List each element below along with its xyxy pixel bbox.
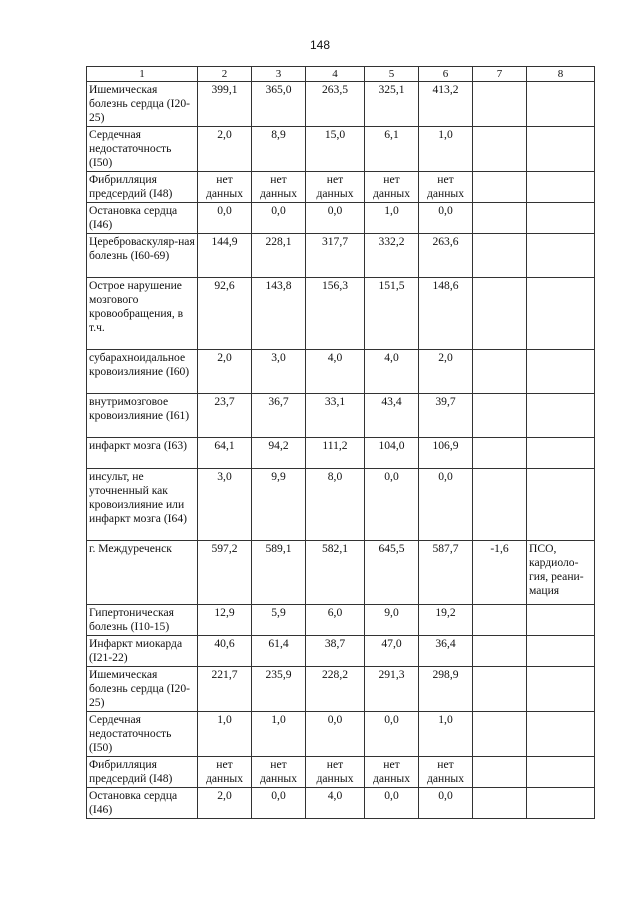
header-col-4: 4 [306, 67, 365, 82]
header-col-1: 1 [87, 67, 198, 82]
cell-col-5: 6,1 [365, 127, 419, 172]
cell-col-4: 228,2 [306, 667, 365, 712]
header-col-3: 3 [252, 67, 306, 82]
cell-col-4: 0,0 [306, 712, 365, 757]
cell-col-6: 106,9 [419, 438, 473, 469]
cell-col-4: нет данных [306, 172, 365, 203]
cell-col-4: нет данных [306, 757, 365, 788]
cell-col-3: 8,9 [252, 127, 306, 172]
cell-col-3: 3,0 [252, 350, 306, 394]
cell-col-5: 104,0 [365, 438, 419, 469]
cell-col-5: 4,0 [365, 350, 419, 394]
cell-col-3: 0,0 [252, 788, 306, 819]
cell-col-3: нет данных [252, 172, 306, 203]
cell-col-4: 15,0 [306, 127, 365, 172]
table-row [87, 469, 595, 541]
cell-col-8 [527, 712, 595, 757]
cell-col-4: 4,0 [306, 788, 365, 819]
cell-col-6: 148,6 [419, 278, 473, 350]
cell-col-6: 0,0 [419, 203, 473, 234]
row-label: Фибрилляция предсердий (I48) [87, 172, 198, 203]
cell-col-3: 5,9 [252, 605, 306, 636]
cell-col-8 [527, 788, 595, 819]
header-col-2: 2 [198, 67, 252, 82]
table-row [87, 438, 595, 469]
cell-col-8 [527, 757, 595, 788]
cell-col-6: 39,7 [419, 394, 473, 438]
table-row [87, 394, 595, 438]
cell-col-4: 6,0 [306, 605, 365, 636]
cell-col-2: 2,0 [198, 350, 252, 394]
table-row [87, 350, 595, 394]
cell-col-3: 1,0 [252, 712, 306, 757]
header-col-5: 5 [365, 67, 419, 82]
cell-col-7 [473, 712, 527, 757]
cell-col-3: 228,1 [252, 234, 306, 278]
row-label: Сердечная недостаточность (I50) [87, 712, 198, 757]
table-row [87, 712, 595, 757]
statistics-table [86, 66, 595, 819]
table-row [87, 788, 595, 819]
cell-col-5: 1,0 [365, 203, 419, 234]
cell-col-6: нет данных [419, 757, 473, 788]
cell-col-8 [527, 234, 595, 278]
cell-col-8 [527, 469, 595, 541]
row-label: Гипертоническая болезнь (I10-15) [87, 605, 198, 636]
row-label: Острое нарушение мозгового кровообращения, в т.ч. [87, 278, 198, 350]
cell-col-3: 143,8 [252, 278, 306, 350]
row-label: Остановка сердца (I46) [87, 788, 198, 819]
cell-col-2: 12,9 [198, 605, 252, 636]
cell-col-3: 36,7 [252, 394, 306, 438]
table-row [87, 203, 595, 234]
cell-col-7 [473, 757, 527, 788]
cell-col-2: 3,0 [198, 469, 252, 541]
cell-col-6: 298,9 [419, 667, 473, 712]
table-row [87, 605, 595, 636]
cell-col-2: 221,7 [198, 667, 252, 712]
cell-col-7 [473, 82, 527, 127]
cell-col-4: 38,7 [306, 636, 365, 667]
row-label: Цереброваскуляр-ная болезнь (I60-69) [87, 234, 198, 278]
cell-col-4: 317,7 [306, 234, 365, 278]
cell-col-6: 413,2 [419, 82, 473, 127]
cell-col-6: нет данных [419, 172, 473, 203]
row-label: Сердечная недостаточность (I50) [87, 127, 198, 172]
cell-col-6: 2,0 [419, 350, 473, 394]
cell-col-2: 1,0 [198, 712, 252, 757]
table-row [87, 541, 595, 605]
cell-col-3: 365,0 [252, 82, 306, 127]
cell-col-8 [527, 350, 595, 394]
row-label: г. Междуреченск [87, 541, 198, 605]
cell-col-6: 1,0 [419, 712, 473, 757]
cell-col-7 [473, 636, 527, 667]
cell-col-7 [473, 350, 527, 394]
cell-col-7 [473, 172, 527, 203]
table-row [87, 172, 595, 203]
row-label: инфаркт мозга (I63) [87, 438, 198, 469]
cell-col-4: 263,5 [306, 82, 365, 127]
table-row [87, 278, 595, 350]
row-label: субарахноидальное кровоизлияние (I60) [87, 350, 198, 394]
cell-col-5: 291,3 [365, 667, 419, 712]
cell-col-3: 235,9 [252, 667, 306, 712]
cell-col-7 [473, 127, 527, 172]
cell-col-3: 94,2 [252, 438, 306, 469]
cell-col-2: 40,6 [198, 636, 252, 667]
cell-col-2: 144,9 [198, 234, 252, 278]
cell-col-4: 4,0 [306, 350, 365, 394]
row-label: Ишемическая болезнь сердца (I20-25) [87, 667, 198, 712]
cell-col-4: 156,3 [306, 278, 365, 350]
cell-col-6: 1,0 [419, 127, 473, 172]
cell-col-4: 582,1 [306, 541, 365, 605]
cell-col-5: 9,0 [365, 605, 419, 636]
cell-col-5: 332,2 [365, 234, 419, 278]
cell-col-7 [473, 438, 527, 469]
header-col-8: 8 [527, 67, 595, 82]
cell-col-5: 0,0 [365, 788, 419, 819]
cell-col-8 [527, 172, 595, 203]
cell-col-3: нет данных [252, 757, 306, 788]
row-label: Остановка сердца (I46) [87, 203, 198, 234]
cell-col-8 [527, 394, 595, 438]
row-label: Ишемическая болезнь сердца (I20-25) [87, 82, 198, 127]
cell-col-3: 0,0 [252, 203, 306, 234]
cell-col-6: 587,7 [419, 541, 473, 605]
page-number: 148 [309, 38, 331, 52]
cell-col-4: 111,2 [306, 438, 365, 469]
cell-col-6: 263,6 [419, 234, 473, 278]
cell-col-8 [527, 127, 595, 172]
cell-col-6: 0,0 [419, 469, 473, 541]
table-row [87, 636, 595, 667]
cell-col-5: 151,5 [365, 278, 419, 350]
cell-col-2: 92,6 [198, 278, 252, 350]
cell-col-5: 645,5 [365, 541, 419, 605]
cell-col-6: 19,2 [419, 605, 473, 636]
cell-col-7 [473, 788, 527, 819]
cell-col-7 [473, 605, 527, 636]
row-label: инсульт, не уточненный как кровоизлияние или инфаркт мозга (I64) [87, 469, 198, 541]
row-label: Фибрилляция предсердий (I48) [87, 757, 198, 788]
cell-col-7 [473, 203, 527, 234]
cell-col-3: 9,9 [252, 469, 306, 541]
cell-col-8 [527, 667, 595, 712]
header-col-7: 7 [473, 67, 527, 82]
header-row [87, 67, 595, 82]
cell-col-5: 43,4 [365, 394, 419, 438]
cell-col-4: 33,1 [306, 394, 365, 438]
cell-col-2: 597,2 [198, 541, 252, 605]
cell-col-2: нет данных [198, 757, 252, 788]
cell-col-2: 0,0 [198, 203, 252, 234]
header-col-6: 6 [419, 67, 473, 82]
cell-col-2: 2,0 [198, 788, 252, 819]
cell-col-8 [527, 636, 595, 667]
row-label: Инфаркт миокарда (I21-22) [87, 636, 198, 667]
table-row [87, 82, 595, 127]
table-row [87, 127, 595, 172]
cell-col-7 [473, 394, 527, 438]
cell-col-6: 36,4 [419, 636, 473, 667]
cell-col-4: 8,0 [306, 469, 365, 541]
cell-col-7 [473, 278, 527, 350]
cell-col-3: 589,1 [252, 541, 306, 605]
cell-col-5: нет данных [365, 172, 419, 203]
table-row [87, 757, 595, 788]
cell-col-2: 64,1 [198, 438, 252, 469]
cell-col-8 [527, 203, 595, 234]
cell-col-5: 0,0 [365, 469, 419, 541]
table-row [87, 667, 595, 712]
cell-col-6: 0,0 [419, 788, 473, 819]
row-label: внутримозговое кровоизлияние (I61) [87, 394, 198, 438]
cell-col-8: ПСО, кардиоло-гия, реани-мация [527, 541, 595, 605]
cell-col-2: 399,1 [198, 82, 252, 127]
cell-col-5: 325,1 [365, 82, 419, 127]
cell-col-3: 61,4 [252, 636, 306, 667]
cell-col-5: 47,0 [365, 636, 419, 667]
cell-col-2: 2,0 [198, 127, 252, 172]
cell-col-4: 0,0 [306, 203, 365, 234]
table-row [87, 234, 595, 278]
cell-col-5: нет данных [365, 757, 419, 788]
cell-col-7 [473, 234, 527, 278]
cell-col-8 [527, 605, 595, 636]
cell-col-8 [527, 438, 595, 469]
cell-col-7 [473, 469, 527, 541]
cell-col-2: нет данных [198, 172, 252, 203]
cell-col-8 [527, 82, 595, 127]
cell-col-7: -1,6 [473, 541, 527, 605]
cell-col-2: 23,7 [198, 394, 252, 438]
cell-col-8 [527, 278, 595, 350]
cell-col-5: 0,0 [365, 712, 419, 757]
cell-col-7 [473, 667, 527, 712]
